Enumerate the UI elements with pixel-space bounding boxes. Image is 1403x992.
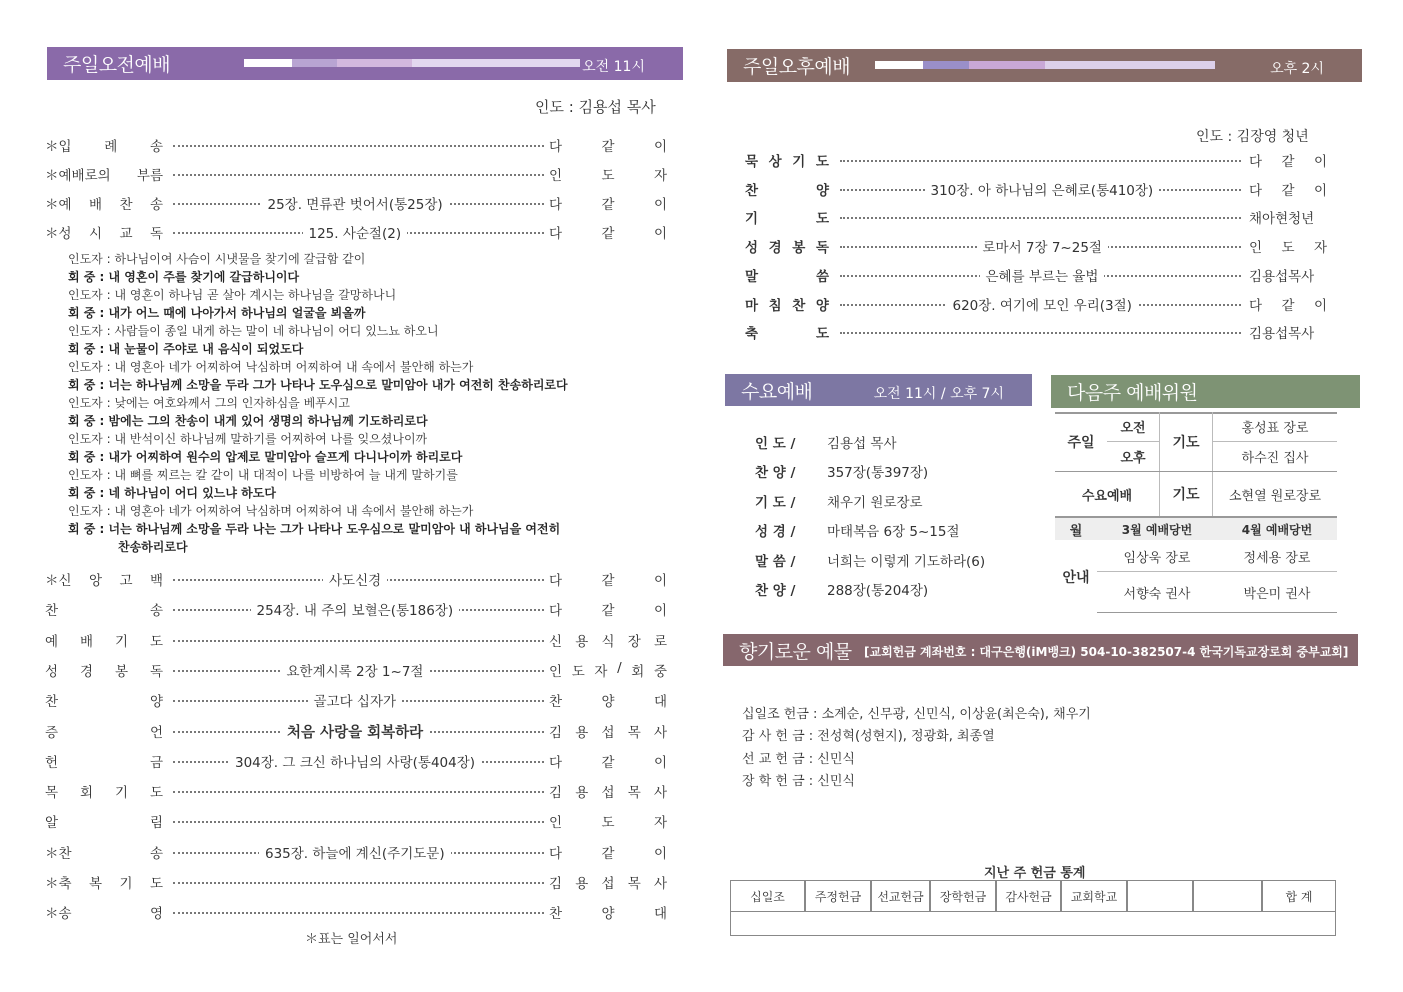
order-assignee: 다 같 이 — [549, 139, 667, 155]
wednesday-value: 김용섭 목사 — [827, 436, 897, 452]
committee-guide-label: 안내 — [1062, 570, 1090, 586]
stats-header-cell: 감사헌금 — [996, 880, 1061, 912]
order-assignee: 찬 양 대 — [549, 906, 667, 923]
wednesday-row — [755, 550, 985, 570]
wednesday-value: 너희는 이렇게 기도하라(6) — [827, 553, 986, 570]
standing-footnote: ＊표는 일어서서 — [305, 932, 398, 947]
afternoon-time: 오후 2시 — [1270, 61, 1324, 77]
dotted-leader — [840, 217, 1241, 219]
responsive-line: 인도자 : 내 영혼아 네가 어찌하여 낙심하며 어찌하여 내 속에서 불안해 하는가 — [68, 360, 474, 374]
dotted-leader — [173, 791, 544, 793]
order-row — [745, 179, 1327, 201]
morning-header-stripe — [244, 59, 580, 67]
order-row — [45, 811, 667, 833]
dotted-leader — [840, 332, 1241, 334]
order-row — [45, 222, 667, 244]
committee-table — [1055, 412, 1337, 614]
dotted-leader — [173, 912, 544, 914]
order-row — [45, 599, 667, 621]
order-row — [45, 569, 667, 591]
stats-header-cell: 선교헌금 — [871, 880, 930, 912]
order-label: 기 도 — [745, 211, 829, 228]
wednesday-row — [755, 520, 960, 540]
order-assignee: 김 용 섭 목 사 — [549, 876, 667, 892]
order-label: ＊예 배 찬 송 — [45, 197, 163, 213]
order-row — [45, 751, 667, 773]
order-row — [745, 207, 1327, 229]
order-assignee: 찬 양 대 — [549, 694, 667, 711]
wednesday-label: 찬 양 / — [755, 583, 796, 599]
morning-header — [47, 47, 683, 80]
order-assignee: 인 도 자 — [549, 815, 667, 832]
order-label: 성 경 봉 독 — [45, 663, 163, 680]
committee-wed-name: 소현열 원로장로 — [1228, 488, 1322, 504]
responsive-line: 회 중 : 내 눈물이 주야로 내 음식이 되었도다 — [68, 342, 304, 356]
order-assignee: 인 도 자 / 회 중 — [549, 659, 667, 680]
committee-march-header: 3월 예배당번 — [1121, 522, 1193, 537]
order-assignee: 김 용 섭 목 사 — [549, 785, 667, 802]
afternoon-header-stripe — [875, 61, 1215, 69]
committee-am-label: 오전 — [1107, 412, 1159, 442]
dotted-leader — [173, 174, 544, 176]
responsive-line: 인도자 : 내 영혼이 하나님 곧 살아 계시는 하나님을 갈망하나니 — [68, 288, 397, 302]
responsive-line: 회 중 : 내가 어느 때에 나아가서 하나님의 얼굴을 뵈올까 — [68, 306, 366, 320]
stats-header-cell: 장학헌금 — [930, 880, 996, 912]
afternoon-title: 주일오후예배 — [743, 56, 851, 78]
wednesday-value: 288장(통204장) — [827, 583, 929, 599]
wednesday-value: 채우기 원로장로 — [827, 494, 923, 511]
committee-pm-name: 하수진 집사 — [1241, 451, 1309, 466]
order-assignee: 인 도 자 — [549, 168, 667, 184]
committee-title: 다음주 예배위원 — [1067, 382, 1198, 404]
order-row — [45, 164, 667, 186]
order-detail: 254장. 내 주의 보혈은(통186장) — [251, 599, 460, 619]
order-row — [745, 265, 1327, 287]
order-assignee: 다 같 이 — [1249, 182, 1327, 199]
stats-header-cell: 교회학교 — [1061, 880, 1127, 912]
morning-leader: 인도 : 김용섭 목사 — [535, 98, 656, 116]
order-label: 말 씀 — [745, 268, 829, 285]
dotted-leader — [173, 882, 544, 884]
order-assignee: 김용섭목사 — [1249, 326, 1315, 343]
dotted-leader — [173, 640, 544, 642]
committee-sunday-label: 주일 — [1067, 434, 1095, 451]
committee-march-2: 서향숙 권사 — [1123, 586, 1191, 602]
order-assignee: 인 도 자 — [1249, 240, 1327, 257]
offering-line: 십일조 헌금 : 소계순, 신무광, 신민식, 이상윤(최은숙), 채우기 — [742, 707, 1091, 722]
order-detail: 로마서 7장 7~25절 — [977, 236, 1108, 256]
stats-table — [730, 880, 1336, 936]
order-assignee: 김 용 섭 목 사 — [549, 724, 667, 741]
committee-march-1: 임상욱 장로 — [1123, 550, 1191, 566]
responsive-line: 찬송하리로다 — [118, 540, 188, 554]
order-row — [45, 690, 667, 712]
order-assignee: 다 같 이 — [549, 197, 667, 213]
order-assignee: 다 같 이 — [549, 845, 667, 862]
order-row — [45, 135, 667, 157]
responsive-line: 회 중 : 너는 하나님께 소망을 두라 나는 그가 나타나 도우심으로 말미암아 내 하나님을 여전히 — [68, 522, 561, 536]
order-assignee: 다 같 이 — [549, 226, 667, 242]
order-label: ＊입 례 송 — [45, 139, 163, 155]
order-row — [745, 236, 1327, 258]
order-row — [45, 902, 667, 924]
order-label: 예 배 기 도 — [45, 633, 163, 650]
order-row — [45, 872, 667, 894]
order-label: ＊찬 송 — [45, 845, 163, 862]
offering-line: 선 교 헌 금 : 신민식 — [742, 751, 855, 767]
wednesday-label: 찬 양 / — [755, 465, 796, 482]
responsive-line: 회 중 : 내 영혼이 주를 찾기에 갈급하니이다 — [68, 270, 300, 284]
responsive-line: 인도자 : 내 뼈를 찌르는 칼 같이 내 대적이 나를 비방하여 늘 내게 말하기를 — [68, 468, 458, 482]
responsive-line: 회 중 : 밤에는 그의 찬송이 내게 있어 생명의 하나님께 기도하리로다 — [68, 414, 428, 428]
order-label: 찬 양 — [745, 182, 829, 199]
order-label: ＊예배로의 부름 — [45, 168, 163, 184]
offering-line: 감 사 헌 금 : 전성혁(성현지), 정광화, 최종열 — [742, 729, 995, 745]
order-row — [745, 150, 1327, 172]
order-detail: 310장. 아 하나님의 은혜로(통410장) — [925, 179, 1160, 199]
order-label: 헌 금 — [45, 754, 163, 771]
morning-title: 주일오전예배 — [63, 54, 171, 76]
order-detail: 125. 사순절(2) — [303, 222, 408, 242]
order-detail: 사도신경 — [323, 569, 387, 589]
order-detail: 요한계시록 2장 1~7절 — [281, 660, 430, 680]
wednesday-value: 마태복음 6장 5~15절 — [827, 524, 960, 541]
offering-title: 향기로운 예물 — [739, 640, 852, 663]
order-assignee: 다 같 이 — [549, 603, 667, 620]
stats-header-cell: 주정헌금 — [805, 880, 871, 912]
order-label: ＊신 앙 고 백 — [45, 573, 163, 589]
order-label: 성 경 봉 독 — [745, 240, 829, 257]
order-label: 증 언 — [45, 724, 163, 741]
order-row — [745, 322, 1327, 344]
stats-header-cell — [1193, 880, 1262, 912]
order-assignee: 다 같 이 — [549, 573, 667, 589]
committee-pm-label: 오후 — [1120, 451, 1146, 466]
wednesday-row — [755, 491, 923, 511]
committee-wed-label: 수요예배 — [1081, 488, 1133, 504]
order-assignee: 다 같 이 — [1249, 154, 1327, 170]
responsive-line: 인도자 : 낮에는 여호와께서 그의 인자하심을 베푸시고 — [68, 396, 350, 410]
order-row — [45, 721, 667, 743]
order-row — [45, 842, 667, 864]
order-row — [745, 294, 1327, 316]
wednesday-value: 357장(통397장) — [827, 465, 929, 482]
wednesday-header — [725, 374, 1032, 406]
offering-line: 장 학 헌 금 : 신민식 — [742, 773, 855, 789]
wednesday-label: 말 씀 / — [755, 553, 796, 570]
order-detail: 골고다 십자가 — [308, 690, 403, 710]
committee-april-2: 박은미 권사 — [1243, 586, 1311, 602]
order-label: 마 침 찬 양 — [745, 297, 829, 314]
stats-header-cell — [1127, 880, 1193, 912]
responsive-line: 인도자 : 사람들이 종일 내게 하는 말이 네 하나님이 어디 있느뇨 하오니 — [68, 324, 439, 338]
committee-april-1: 정세용 장로 — [1243, 550, 1311, 566]
wednesday-label: 기 도 / — [755, 494, 796, 511]
wednesday-label: 인 도 / — [755, 436, 796, 452]
wednesday-row — [755, 461, 928, 481]
order-label: ＊축 복 기 도 — [45, 876, 163, 892]
afternoon-header — [727, 49, 1362, 82]
responsive-line: 회 중 : 네 하나님이 어디 있느냐 하도다 — [68, 486, 276, 500]
responsive-line: 인도자 : 내 반석이신 하나님께 말하기를 어찌하여 나를 잊으셨나이까 — [68, 432, 428, 446]
committee-april-header: 4월 예배당번 — [1241, 522, 1313, 537]
afternoon-leader: 인도 : 김장영 청년 — [1196, 129, 1309, 145]
wednesday-row — [755, 432, 897, 452]
responsive-line: 회 중 : 너는 하나님께 소망을 두라 그가 나타나 도우심으로 말미암아 내가 여전히 찬송하리로다 — [68, 378, 568, 392]
order-assignee: 다 같 이 — [1249, 297, 1327, 314]
order-assignee: 신 용 식 장 로 — [549, 633, 667, 650]
offering-header — [723, 634, 1358, 666]
order-label: ＊성 시 교 독 — [45, 226, 163, 242]
order-assignee: 김용섭목사 — [1249, 268, 1315, 285]
dotted-leader — [173, 821, 544, 823]
wednesday-time: 오전 11시 / 오후 7시 — [873, 386, 1004, 402]
order-label: 알 림 — [45, 815, 163, 832]
order-detail: 304장. 그 크신 하나님의 사랑(통404장) — [229, 751, 481, 771]
offering-account: [교회헌금 계좌번호 : 대구은행(iM뱅크) 504-10-382507-4 한국기독교장로회 중부교회] — [864, 645, 1349, 659]
order-row — [45, 781, 667, 803]
wednesday-row — [755, 579, 928, 599]
order-detail: 25장. 면류관 벗어서(통25장) — [262, 193, 449, 213]
order-row — [45, 630, 667, 652]
order-label: 찬 송 — [45, 603, 163, 620]
committee-month-label: 월 — [1069, 523, 1083, 539]
dotted-leader — [840, 160, 1241, 162]
wednesday-label: 성 경 / — [755, 524, 796, 541]
morning-time: 오전 11시 — [582, 59, 645, 75]
order-row — [45, 660, 667, 682]
stats-header-cell: 합 계 — [1262, 880, 1336, 912]
committee-am-name: 홍성표 장로 — [1213, 412, 1337, 442]
order-detail: 635장. 하늘에 계신(주기도문) — [259, 842, 451, 862]
order-assignee: 채아현청년 — [1249, 211, 1315, 228]
order-label: ＊송 영 — [45, 906, 163, 923]
order-label: 목 회 기 도 — [45, 785, 163, 802]
order-assignee: 다 같 이 — [549, 754, 667, 771]
order-label: 찬 양 — [45, 694, 163, 711]
committee-wed-prayer-label: 기도 — [1159, 472, 1213, 516]
order-detail: 처음 사랑을 회복하라 — [281, 721, 429, 742]
order-label: 묵 상 기 도 — [745, 154, 829, 170]
stats-value-row — [730, 912, 1336, 936]
responsive-line: 회 중 : 내가 어찌하여 원수의 압제로 말미암아 슬프게 다니나이까 하리로다 — [68, 450, 463, 464]
responsive-line: 인도자 : 하나님이여 사슴이 시냇물을 찾기에 갈급함 같이 — [68, 252, 366, 266]
order-detail: 은혜를 부르는 율법 — [980, 265, 1105, 285]
committee-prayer-label: 기도 — [1159, 412, 1213, 471]
committee-header — [1051, 375, 1360, 408]
stats-title: 지난 주 헌금 통계 — [984, 866, 1086, 881]
order-detail: 620장. 여기에 모인 우리(3절) — [947, 294, 1138, 314]
order-label: 축 도 — [745, 326, 829, 343]
stats-header-cell: 십일조 — [730, 880, 805, 912]
responsive-line: 인도자 : 내 영혼아 네가 어찌하여 낙심하며 어찌하여 내 속에서 불안해 하는가 — [68, 504, 474, 518]
dotted-leader — [173, 145, 544, 147]
wednesday-title: 수요예배 — [741, 380, 813, 403]
order-row — [45, 193, 667, 215]
